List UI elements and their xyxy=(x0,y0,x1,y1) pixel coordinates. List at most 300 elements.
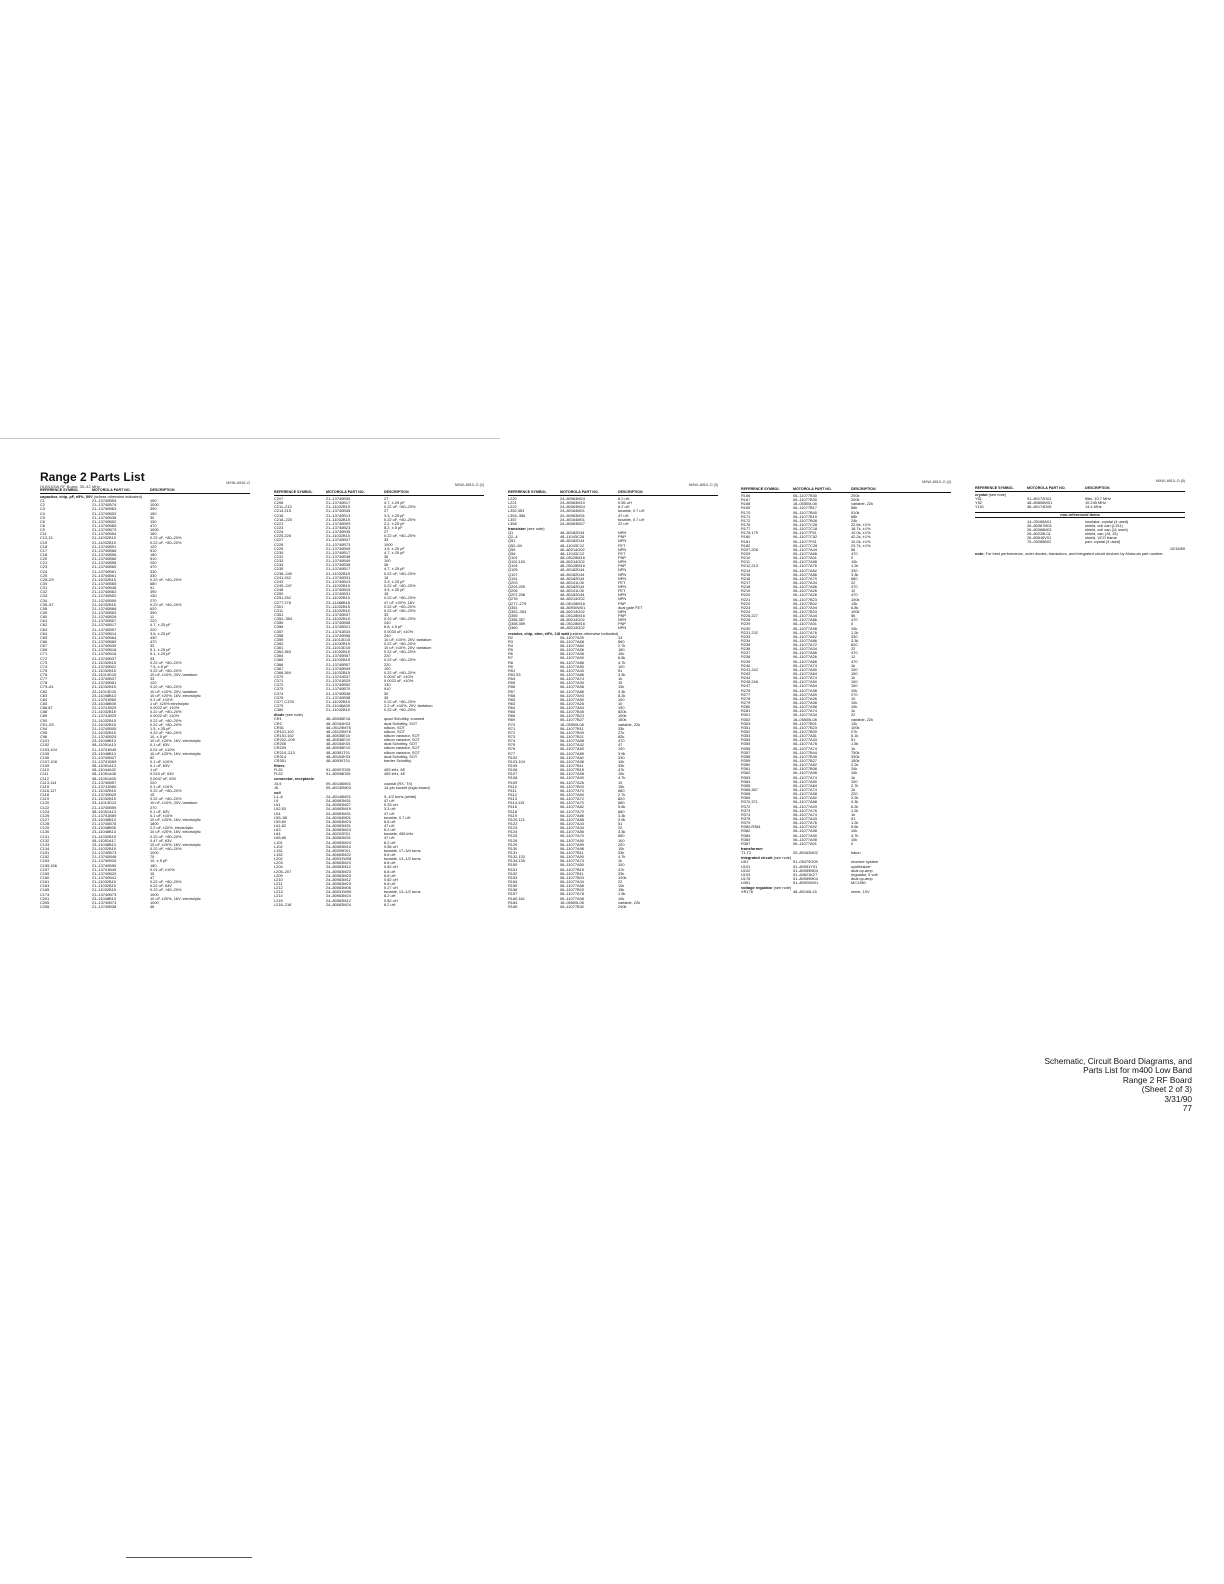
part-number: 21–13740B26 xyxy=(92,615,117,620)
reference-symbol: C235 xyxy=(274,567,284,572)
part-number: 06–11077A74 xyxy=(793,812,817,817)
description: 0.22 uF, +80–20% xyxy=(384,708,416,713)
reference-symbol: C124 xyxy=(40,809,50,814)
reference-symbol: R211 xyxy=(741,560,751,565)
part-number: 21–13740B37 xyxy=(92,677,117,682)
description: silicon, SOT xyxy=(384,729,405,734)
description: 4.7k xyxy=(618,855,626,860)
reference-symbol: R65 xyxy=(508,710,516,715)
reference-symbol: C73 xyxy=(40,660,48,665)
description: 47 uH xyxy=(384,799,395,804)
part-number: 21–13740B65 xyxy=(92,565,117,570)
caption-line-1: Schematic, Circuit Board Diagrams, and xyxy=(1044,1056,1192,1066)
description: 200 xyxy=(150,561,157,566)
part-number: 21–13741B69 xyxy=(92,784,117,789)
description: 8.2k xyxy=(618,693,626,698)
reference-symbol: C86,87 xyxy=(40,706,53,711)
reference-symbol: R351 xyxy=(741,725,751,730)
reference-symbol: R120,121 xyxy=(508,817,525,822)
description: 3.3k xyxy=(618,689,626,694)
part-number: 21–13740B73 xyxy=(326,542,351,547)
description: 14-pin socket (logic board) xyxy=(384,785,430,790)
part-number: 06–11077A59 xyxy=(560,842,584,847)
part-number: 48–80182D44 xyxy=(560,572,585,577)
part-number: 21–11032B15 xyxy=(92,540,116,545)
reference-symbol: Q207,208 xyxy=(508,593,526,598)
part-number: 06–11077A66 xyxy=(793,618,817,623)
description: PNP xyxy=(618,613,626,618)
description: tunable, 13–1/2 turns xyxy=(384,890,421,895)
part-number: 21–11032B15 xyxy=(92,722,116,727)
part-number: 21–13740B17 xyxy=(326,501,351,506)
description: 680 xyxy=(150,581,157,586)
description: 100k xyxy=(618,714,627,719)
part-number: 24–80063M12 xyxy=(326,877,351,882)
part-number: 06–11077A70 xyxy=(560,809,584,814)
part-number: 21–11032B15 xyxy=(92,718,116,723)
reference-symbol: C119 xyxy=(40,797,50,802)
parts-rows xyxy=(741,494,951,846)
reference-symbol: R126 xyxy=(508,838,518,843)
reference-symbol: C365 xyxy=(274,658,284,663)
part-number: 91–80097D05 xyxy=(326,768,351,773)
description: 1 uF xyxy=(150,768,158,773)
part-number: 26–80068M01 xyxy=(1027,528,1052,533)
table-row xyxy=(741,842,951,846)
reference-symbol: T1,T2 xyxy=(741,851,752,856)
reference-symbol: L52,53 xyxy=(274,807,286,812)
description: 4.7k xyxy=(851,833,859,838)
description: 33k xyxy=(618,871,625,876)
description: 160 xyxy=(150,532,157,537)
part-number: 06–11077A43 xyxy=(560,668,584,673)
reference-symbol: L203 xyxy=(274,861,283,866)
reference-symbol: R54 xyxy=(508,677,516,682)
non-referenced-heading: non-referenced items xyxy=(975,512,1185,518)
description: 12 xyxy=(851,589,856,594)
part-number: 06–11077A88 xyxy=(793,800,817,805)
description: 0.22 uF, +80–20% xyxy=(384,658,416,663)
description: 0.1 uF, ±10% xyxy=(150,813,173,818)
part-number: 23–11013D13 xyxy=(92,801,117,806)
description: 5.6k xyxy=(851,825,859,830)
part-number: 23–11048B13 xyxy=(92,896,116,901)
reference-symbol: R9 xyxy=(508,664,513,669)
description: 6.8 uH xyxy=(384,861,396,866)
reference-symbol: R107 xyxy=(508,772,518,777)
description: 8.2 uH xyxy=(384,828,396,833)
description: NPN xyxy=(618,618,627,623)
description: 3.3k xyxy=(618,813,626,818)
column-header xyxy=(741,487,951,493)
part-number: 06–11077A26 xyxy=(793,589,817,594)
description: 0.22 uF, +80–20% xyxy=(384,534,416,539)
description: 24k xyxy=(851,518,858,523)
part-number: 06–11077A66 xyxy=(793,659,817,664)
description: 0.22 uF, +80–20% xyxy=(384,670,416,675)
part-number: 51–80051Y01 xyxy=(793,864,818,869)
top-divider xyxy=(0,438,500,439)
reference-symbol: R102 xyxy=(508,755,518,760)
part-number: 48–80182D44 xyxy=(560,576,585,581)
reference-symbol: R51 xyxy=(508,668,516,673)
description: 3.9k xyxy=(618,751,626,756)
parts-rows xyxy=(508,531,718,630)
reference-symbol: R73 xyxy=(508,735,516,740)
reference-symbol: Q107 xyxy=(508,572,518,577)
part-number: 21–13740B29 xyxy=(92,793,117,798)
part-number: 06–11077A66 xyxy=(793,551,817,556)
part-number: 21–13741B37 xyxy=(326,675,351,680)
reference-symbol: L211 xyxy=(274,882,283,886)
reference-symbol: R134,135 xyxy=(508,859,525,864)
description: 680 xyxy=(851,576,858,581)
part-number: 21–13740B37 xyxy=(326,612,351,617)
description: 3.6, ±.25 pF xyxy=(150,631,171,636)
part-number: 24–80148M21 xyxy=(326,795,351,800)
reference-symbol: R216 xyxy=(741,576,751,581)
description: 33k xyxy=(618,764,625,769)
reference-symbol: C109 xyxy=(40,764,50,769)
part-number: 06–11077A88 xyxy=(560,660,584,665)
reference-symbol: CR101,102 xyxy=(274,729,294,734)
reference-symbol: R56 xyxy=(508,685,516,690)
reference-symbol: C8 xyxy=(40,524,45,528)
description: receiver system xyxy=(851,860,879,865)
reference-symbol: C218–220 xyxy=(274,517,292,522)
description: PNP xyxy=(618,601,626,606)
reference-symbol: C351 xyxy=(274,612,284,617)
reference-symbol: C221 xyxy=(274,521,284,526)
description: 42.2k, ±1% xyxy=(851,535,871,540)
part-number: 48–80174D05 xyxy=(1027,505,1052,510)
reference-symbol: R178,179 xyxy=(741,531,758,536)
part-number: 21–11032B15 xyxy=(326,596,350,601)
description: 22 xyxy=(851,580,856,585)
description: 240k xyxy=(618,904,627,909)
part-number: 21–13740B17 xyxy=(326,550,351,555)
description: 36 xyxy=(384,695,389,700)
description: 0.22 uF, +80–20% xyxy=(150,602,182,607)
reference-symbol: R387 xyxy=(741,841,751,846)
part-number: 21–13740B73 xyxy=(92,900,117,905)
part-number: 09–80130M03 xyxy=(326,785,351,790)
part-number: 24–80063M27 xyxy=(326,803,351,808)
reference-symbol: C110 xyxy=(40,768,50,773)
section-note: (see note) xyxy=(988,492,1007,497)
reference-symbol: R220 xyxy=(741,593,751,598)
description: 150 xyxy=(618,706,625,711)
reference-symbol: R355 xyxy=(741,742,751,747)
description: FET xyxy=(618,589,626,594)
reference-symbol: C102 xyxy=(40,743,50,748)
reference-symbol: C311 xyxy=(274,608,284,613)
reference-symbol: R231,232 xyxy=(741,630,758,635)
description: 220 xyxy=(618,842,625,847)
description: 330k xyxy=(851,754,860,759)
description: 0.22 uF, +80–20% xyxy=(150,685,182,690)
part-number: 23–11048A09 xyxy=(326,704,350,709)
part-number: 48–80214G02 xyxy=(560,609,585,614)
description: 0.22 uF, +80–20% xyxy=(150,880,182,885)
description: silicon, SOT xyxy=(384,725,405,730)
part-number: 21–13740B13 xyxy=(326,579,351,584)
description: 0.22 uF, +80–20% xyxy=(384,517,416,522)
description: 0.22 uF, +80–20% xyxy=(150,797,182,802)
part-number: 06–11077B03 xyxy=(560,784,584,789)
description: 150k xyxy=(851,759,860,763)
reference-symbol: R366,367 xyxy=(741,787,758,792)
reference-symbol: R176 xyxy=(741,522,751,527)
header-part-no: MOTOROLA PART NO. xyxy=(560,490,599,494)
description: 51 xyxy=(851,816,856,821)
drawing-code: MXW–6910–O (3) xyxy=(689,483,718,487)
reference-symbol: R69 xyxy=(508,718,516,723)
description: 75 xyxy=(150,855,155,860)
description: 18 xyxy=(384,575,389,580)
description: 10 uF, ±20%, 16V, electrolytic xyxy=(150,830,201,835)
part-number: 06–11077A98 xyxy=(560,652,584,657)
description: 33 xyxy=(384,612,389,617)
description: 10k xyxy=(851,771,858,776)
reference-symbol: C30 xyxy=(40,581,48,586)
reference-symbol: R230 xyxy=(741,626,751,631)
part-number: 06–11077A82 xyxy=(793,763,817,768)
part-number: 06–11077A01 xyxy=(793,841,817,846)
reference-symbol: L352,353 xyxy=(508,509,525,514)
reference-symbol: C366 xyxy=(274,662,284,667)
description: 0.22 uF, +80–20% xyxy=(384,505,416,510)
reference-symbol: R244 xyxy=(741,676,751,681)
reference-symbol: C163 xyxy=(40,884,50,889)
part-number: 21–13740B35 xyxy=(326,497,351,501)
reference-symbol: R118 xyxy=(508,809,518,814)
description: 4.7, ±.25 pF xyxy=(384,567,405,572)
part-number: 06–11077F51 xyxy=(793,531,817,536)
part-number: 48–80154K03 xyxy=(326,754,351,759)
reference-symbol: C234 xyxy=(274,563,284,568)
reference-symbol: R370,371 xyxy=(741,800,758,805)
part-number: 21–13740B58 xyxy=(92,561,117,566)
description: 1k xyxy=(851,812,856,817)
part-number: 21–13740B68 xyxy=(92,606,117,611)
reference-symbol: L205–207 xyxy=(274,869,292,874)
part-number: 06–11077A76 xyxy=(793,630,817,635)
reference-symbol: C216 xyxy=(274,513,284,518)
reference-symbol: Q101 xyxy=(508,555,518,560)
description: 100 xyxy=(618,697,625,702)
reference-symbol: C91–93 xyxy=(40,722,54,727)
reference-symbol: Q151 xyxy=(508,576,518,581)
part-number: 21–13741B69 xyxy=(92,760,117,765)
part-number: 24–80063M24 xyxy=(326,828,351,833)
part-number: 48–80036E10 xyxy=(326,746,351,751)
column-header xyxy=(508,490,718,496)
table-row xyxy=(975,505,1185,509)
part-number: 23–11048B13 xyxy=(92,830,116,835)
part-number: 06–11077B23 xyxy=(560,714,584,719)
part-number: 21–11032B15 xyxy=(326,604,350,609)
part-number: 06–11077A26 xyxy=(560,701,584,706)
part-number: 06–11077A50 xyxy=(560,697,584,702)
header-part-no: MOTOROLA PART NO. xyxy=(1027,486,1066,490)
description: silicon varactor, SOT xyxy=(384,750,420,755)
description: 4.7, ±.25 pF xyxy=(150,623,171,628)
reference-symbol: U103 xyxy=(741,872,751,877)
description: 0.1 uF, ±10% xyxy=(150,697,173,702)
part-number: 21–13740B51 xyxy=(92,681,117,686)
section-title: filters xyxy=(274,763,285,769)
part-number: 21–13740B57 xyxy=(92,780,117,785)
part-number: 06–11077A93 xyxy=(793,804,817,809)
description: 10.245 MHz xyxy=(1085,501,1106,506)
part-number: 06–11077A50 xyxy=(793,667,817,672)
part-number: 06–11077A88 xyxy=(560,739,584,744)
description: 510k xyxy=(851,510,860,515)
part-number: 06–11077A94 xyxy=(793,605,817,610)
description: 1k xyxy=(618,677,623,682)
reference-symbol: R218 xyxy=(741,585,751,590)
description: tunable, 17–3/4 turns xyxy=(384,848,421,853)
description: 10k xyxy=(851,560,858,565)
reference-symbol: C250 xyxy=(274,592,284,597)
reference-symbol: R214 xyxy=(741,568,751,573)
description: 1k xyxy=(851,663,856,668)
reference-symbol: C85 xyxy=(40,702,48,707)
part-number: 21–13740B38 xyxy=(326,563,351,568)
description: 4.7k xyxy=(618,776,626,781)
part-number: 21–13740B63 xyxy=(92,610,117,615)
reference-symbol: C251,252 xyxy=(274,596,291,601)
reference-symbol: C233 xyxy=(274,559,284,564)
description: 82k xyxy=(618,735,625,740)
description: 330 xyxy=(618,755,625,760)
reference-symbol: C34 xyxy=(40,598,48,603)
description: FET xyxy=(618,580,626,585)
description: variable, 22k xyxy=(618,722,641,727)
description: NPN xyxy=(618,626,627,631)
reference-symbol: CR51 xyxy=(274,725,284,730)
description: variable, 22k xyxy=(618,900,641,905)
description: 1.5, ±.25 pF xyxy=(150,726,171,731)
description: 10 xyxy=(618,780,623,785)
description: 0.22 uF, +80–20% xyxy=(384,617,416,622)
part-number: 06–11077A62 xyxy=(793,568,817,573)
description: 3.3k xyxy=(851,638,859,643)
description: 3.3, ±.25 pF xyxy=(384,579,405,584)
description: 3.3k xyxy=(851,572,859,577)
description: 1000 xyxy=(384,542,393,547)
reference-symbol: C5 xyxy=(40,515,45,520)
description: 13 xyxy=(618,635,623,640)
reference-symbol: C2 xyxy=(40,503,45,508)
description: 330 xyxy=(150,573,157,578)
part-number: 06–11077A70 xyxy=(793,576,817,581)
part-number: 06–11077A90 xyxy=(560,656,584,661)
part-number: 06–11077B23 xyxy=(793,609,817,614)
part-number: 21–11032B15 xyxy=(326,617,350,622)
reference-symbol: C32 xyxy=(40,590,48,595)
part-number: 06–11077A98 xyxy=(793,771,817,776)
description: 0.01 uF, ±10% xyxy=(150,747,175,752)
reference-symbol: C60 xyxy=(40,615,48,620)
section-title: transistor xyxy=(508,525,526,531)
note-text: For best performance, order diodes, transistors, and integrated circuit devices by Motorola part number. xyxy=(985,550,1164,556)
description: 0.22 uF, +80–20% xyxy=(384,571,416,576)
reference-symbol: C106 xyxy=(40,755,50,760)
part-number: 06–11077A66 xyxy=(793,585,817,590)
description: dual op-amp xyxy=(851,868,873,873)
part-number: 26–80067M01 xyxy=(1027,523,1052,528)
part-number: 06–11077A34 xyxy=(560,879,584,884)
description: 10k xyxy=(851,829,858,834)
reference-symbol: Q276 xyxy=(508,597,518,602)
reference-symbol: R224 xyxy=(741,609,751,614)
part-number: 21–13740B49 xyxy=(326,559,351,564)
part-number: 24–80063M22 xyxy=(326,853,351,858)
reference-symbol: C223 xyxy=(274,525,284,530)
description: 51 xyxy=(851,738,856,743)
description: 47 xyxy=(618,743,623,748)
description: 0.22 uF, +80–20% xyxy=(150,540,182,545)
part-number: 21–11032B15 xyxy=(92,834,116,839)
reference-symbol: R382 xyxy=(741,829,751,834)
part-number: 06–11077A50 xyxy=(793,680,817,685)
description: 4.7k xyxy=(618,660,626,665)
part-number: 21–13740B35 xyxy=(326,530,351,535)
part-number: 06–11077A98 xyxy=(793,829,817,834)
reference-symbol: C103,104 xyxy=(40,747,57,752)
part-number: 21–13740B38 xyxy=(326,554,351,559)
description: 10 uF, ±20%, 16V, electrolytic xyxy=(150,896,201,901)
reference-symbol: C372 xyxy=(274,683,284,688)
part-number: 21–13740B37 xyxy=(326,538,351,543)
description: 220 xyxy=(384,654,391,659)
part-number: 48–05129M76 xyxy=(326,725,351,730)
part-number: 21–13740B15 xyxy=(326,588,351,593)
description: synthesizer xyxy=(851,864,871,869)
description: FET xyxy=(618,551,626,556)
part-number: 91–80098D05 xyxy=(326,772,351,777)
reference-symbol: L51 xyxy=(274,803,281,808)
part-number: 21–13740B36 xyxy=(326,691,351,696)
description: 8.2 uH xyxy=(384,894,396,899)
reference-symbol: C241,242 xyxy=(274,575,291,580)
description: 200k xyxy=(851,494,860,498)
part-number: 48–80141L06 xyxy=(560,589,584,594)
section-title: coil xyxy=(274,789,281,795)
description: 470 xyxy=(851,651,858,656)
reference-symbol: Q105 xyxy=(508,568,518,573)
part-number: 21–11032B15 xyxy=(92,536,116,541)
description: 390 xyxy=(150,610,157,615)
reference-symbol: C352–354 xyxy=(274,617,292,622)
description: PNP xyxy=(618,555,626,560)
description: 130 xyxy=(150,594,157,599)
reference-symbol: R106 xyxy=(508,768,518,773)
reference-symbol: R358 xyxy=(741,754,751,759)
reference-symbol: CR2 xyxy=(274,721,282,726)
part-number: 51–05479G05 xyxy=(793,860,818,865)
description: 18 xyxy=(384,592,389,597)
description: pad, crystal (4 used) xyxy=(1085,540,1121,545)
part-number: 21–13740B13 xyxy=(326,513,351,518)
reference-symbol: R379 xyxy=(741,821,751,826)
description: 100 xyxy=(618,747,625,752)
reference-symbol: R240 xyxy=(741,663,751,668)
reference-symbol: Q52–54 xyxy=(508,543,522,548)
footnote xyxy=(975,552,1185,556)
